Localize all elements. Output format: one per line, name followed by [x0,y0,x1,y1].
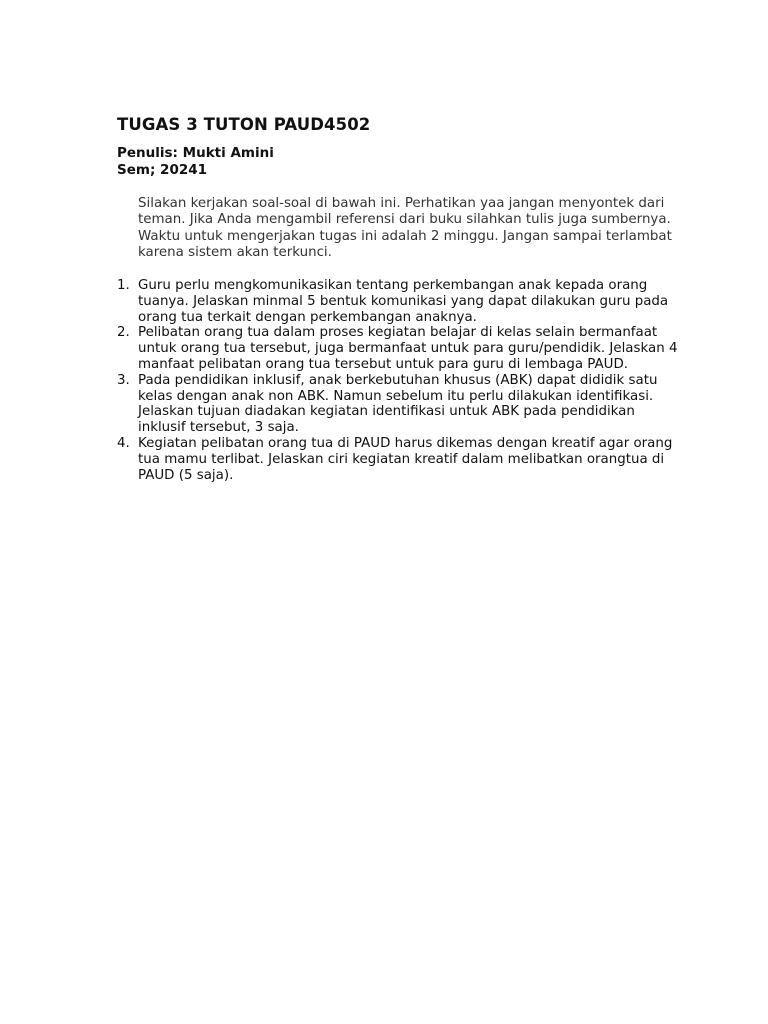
question-item [117,373,677,436]
question-line: Jelaskan tujuan diadakan kegiatan identifikasi untuk ABK pada pendidikan [138,404,635,420]
question-line: Pada pendidikan inklusif, anak berkebutuhan khusus (ABK) dapat dididik satu [138,372,658,388]
question-item [117,436,677,483]
question-line: inklusif tersebut, 3 saja. [138,420,299,436]
instructions-paragraph [138,196,698,261]
question-number: 1. [117,278,130,293]
question-line: tuanya. Jelaskan minmal 5 bentuk komunikasi yang dapat dilakukan guru pada [138,293,669,309]
instructions-line: karena sistem akan terkunci. [138,244,332,260]
instructions-line: Waktu untuk mengerjakan tugas ini adalah 2 minggu. Jangan sampai terlambat [138,228,672,244]
question-line: Kegiatan pelibatan orang tua di PAUD harus dikemas dengan kreatif agar orang [138,435,673,451]
question-line: tua mamu terlibat. Jelaskan ciri kegiatan kreatif dalam melibatkan orangtua di [138,451,665,467]
question-text [138,373,677,436]
question-item [117,278,677,325]
question-line: Guru perlu mengkomunikasikan tentang perkembangan anak kepada orang [138,278,648,293]
semester-line: Sem; 20241 [117,161,208,178]
question-number: 2. [117,325,130,341]
author-line: Penulis: Mukti Amini [117,145,274,161]
question-text [138,278,677,325]
question-text [138,325,677,372]
instructions-line: teman. Jika Anda mengambil referensi dari buku silahkan tulis juga sumbernya. [138,212,671,228]
document-title: TUGAS 3 TUTON PAUD4502 [117,115,371,134]
question-list [117,278,677,483]
question-number: 3. [117,372,130,388]
question-item [117,325,677,372]
question-number: 4. [117,435,130,451]
instructions-line: Silakan kerjakan soal-soal di bawah ini. Perhatikan yaa jangan menyontek dari [138,196,665,211]
question-text [138,436,677,483]
question-line: orang tua terkait dengan perkembangan anaknya. [138,309,477,325]
question-line: Pelibatan orang tua dalam proses kegiatan belajar di kelas selain bermanfaat [138,325,658,341]
document-meta [117,145,274,178]
question-line: PAUD (5 saja). [138,467,234,483]
question-line: manfaat pelibatan orang tua tersebut untuk para guru di lembaga PAUD. [138,356,629,372]
question-line: kelas dengan anak non ABK. Namun sebelum itu perlu dilakukan identifikasi. [138,388,654,404]
question-line: untuk orang tua tersebut, juga bermanfaat untuk para guru/pendidik. Jelaskan 4 [138,341,678,357]
